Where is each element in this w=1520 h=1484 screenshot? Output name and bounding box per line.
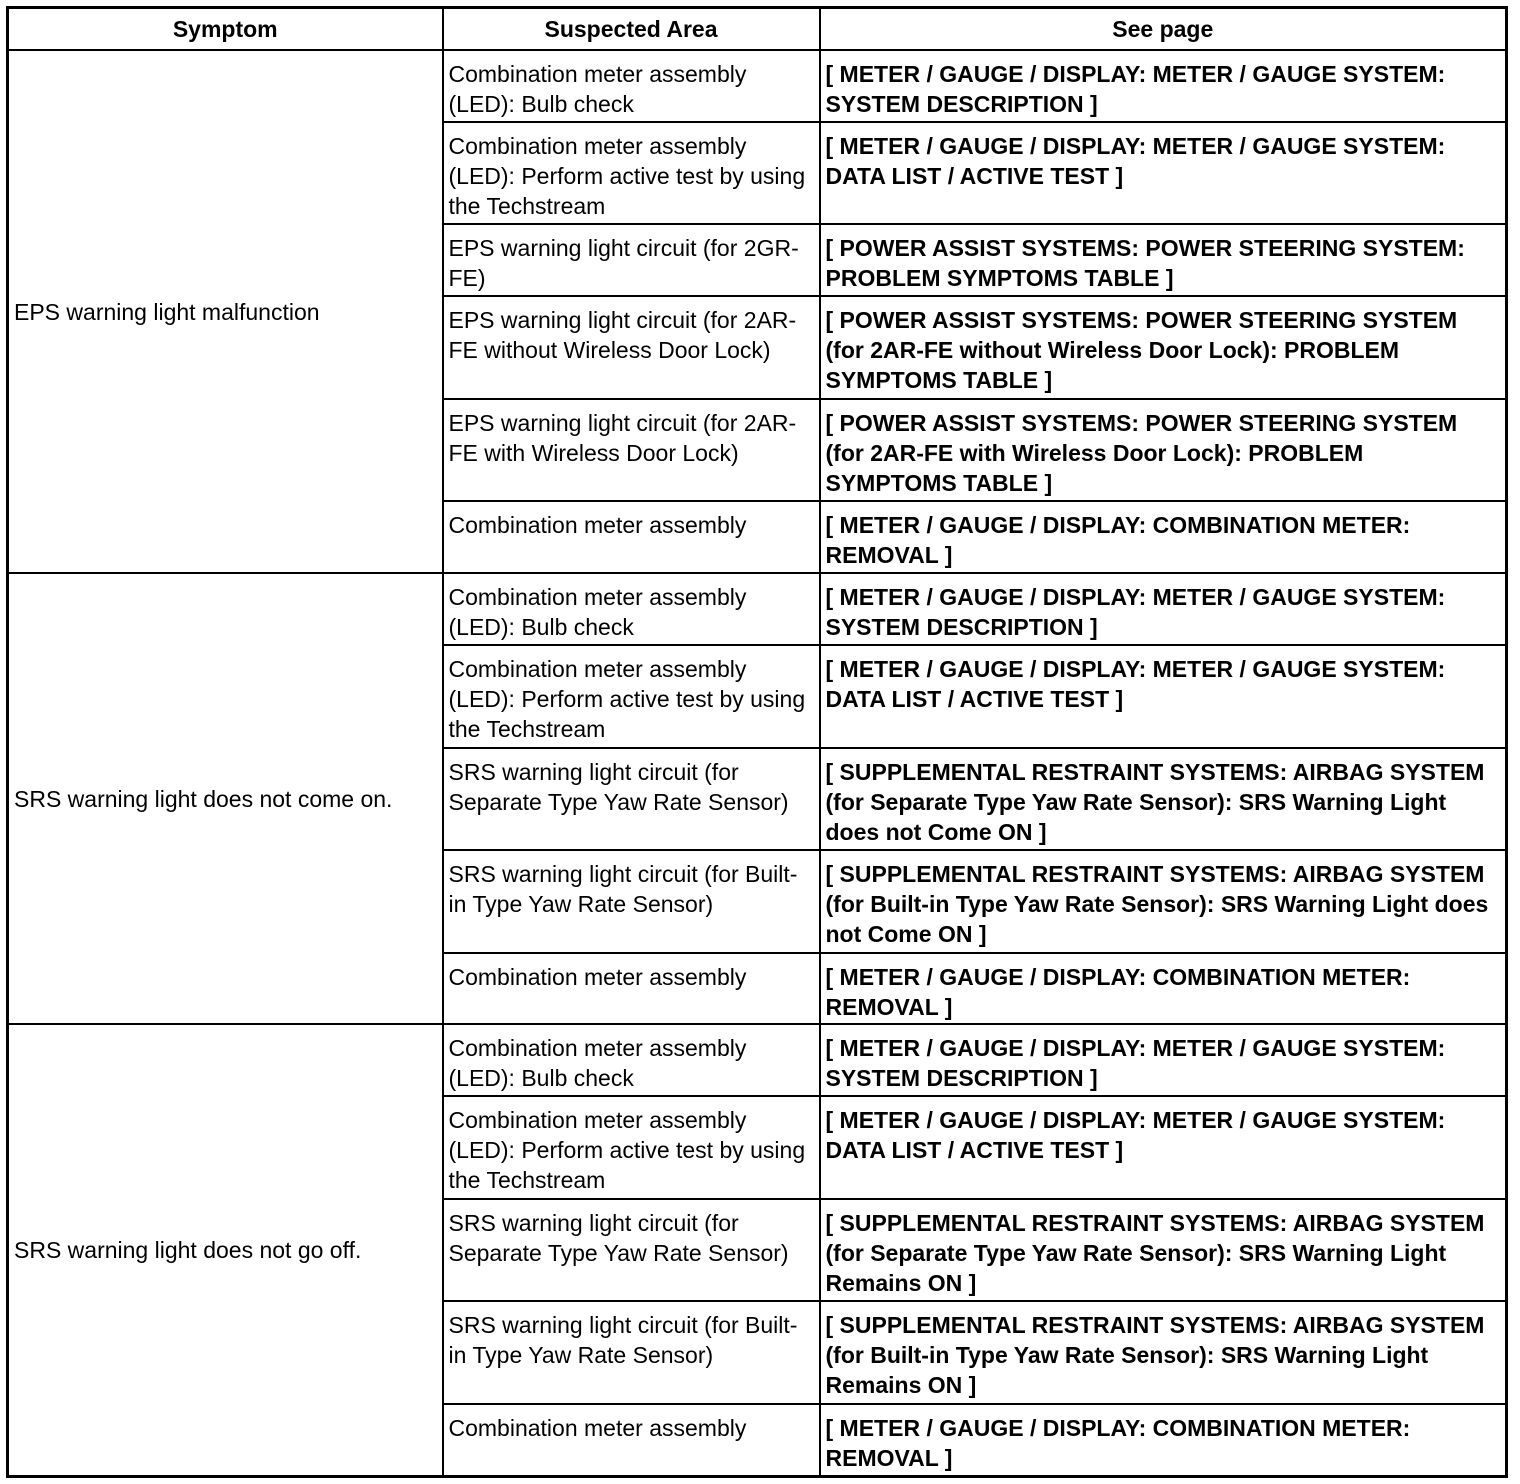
see-page-cell: [ SUPPLEMENTAL RESTRAINT SYSTEMS: AIRBAG SYSTEM (for Separate Type Yaw Rate Sensor): SRS Warning Light does not Come ON ]	[820, 748, 1507, 851]
header-row	[8, 8, 1507, 51]
see-page-cell: [ METER / GAUGE / DISPLAY: COMBINATION METER: REMOVAL ]	[820, 501, 1507, 573]
suspected-area-cell: SRS warning light circuit (for Separate Type Yaw Rate Sensor)	[443, 748, 820, 851]
table-row	[8, 50, 1507, 122]
header-suspected-area: Suspected Area	[443, 8, 820, 51]
see-page-cell: [ METER / GAUGE / DISPLAY: METER / GAUGE SYSTEM: SYSTEM DESCRIPTION ]	[820, 50, 1507, 122]
suspected-area-cell: Combination meter assembly	[443, 953, 820, 1025]
see-page-cell: [ METER / GAUGE / DISPLAY: METER / GAUGE SYSTEM: SYSTEM DESCRIPTION ]	[820, 573, 1507, 645]
see-page-cell: [ SUPPLEMENTAL RESTRAINT SYSTEMS: AIRBAG SYSTEM (for Built-in Type Yaw Rate Sensor): SRS Warning Light Remains ON ]	[820, 1301, 1507, 1404]
see-page-cell: [ POWER ASSIST SYSTEMS: POWER STEERING SYSTEM (for 2AR-FE with Wireless Door Lock): PROBLEM SYMPTOMS TABLE ]	[820, 399, 1507, 502]
suspected-area-cell: EPS warning light circuit (for 2AR-FE with Wireless Door Lock)	[443, 399, 820, 502]
suspected-area-cell: EPS warning light circuit (for 2AR-FE without Wireless Door Lock)	[443, 296, 820, 399]
suspected-area-cell: Combination meter assembly (LED): Perform active test by using the Techstream	[443, 1096, 820, 1199]
suspected-area-cell: Combination meter assembly	[443, 1404, 820, 1477]
suspected-area-cell: SRS warning light circuit (for Separate Type Yaw Rate Sensor)	[443, 1199, 820, 1302]
see-page-cell: [ POWER ASSIST SYSTEMS: POWER STEERING SYSTEM (for 2AR-FE without Wireless Door Lock): PROBLEM SYMPTOMS TABLE ]	[820, 296, 1507, 399]
header-symptom: Symptom	[8, 8, 443, 51]
problem-symptoms-table	[6, 6, 1508, 1478]
header-see-page: See page	[820, 8, 1507, 51]
see-page-cell: [ METER / GAUGE / DISPLAY: METER / GAUGE SYSTEM: DATA LIST / ACTIVE TEST ]	[820, 1096, 1507, 1199]
symptom-cell: SRS warning light does not go off.	[8, 1024, 443, 1476]
see-page-cell: [ METER / GAUGE / DISPLAY: COMBINATION METER: REMOVAL ]	[820, 1404, 1507, 1477]
table-row	[8, 1024, 1507, 1096]
suspected-area-cell: Combination meter assembly (LED): Bulb check	[443, 1024, 820, 1096]
suspected-area-cell: EPS warning light circuit (for 2GR-FE)	[443, 224, 820, 296]
see-page-cell: [ METER / GAUGE / DISPLAY: COMBINATION METER: REMOVAL ]	[820, 953, 1507, 1025]
see-page-cell: [ METER / GAUGE / DISPLAY: METER / GAUGE SYSTEM: DATA LIST / ACTIVE TEST ]	[820, 122, 1507, 225]
symptom-cell: SRS warning light does not come on.	[8, 573, 443, 1024]
symptom-cell: EPS warning light malfunction	[8, 50, 443, 573]
table-row	[8, 573, 1507, 645]
suspected-area-cell: Combination meter assembly (LED): Perform active test by using the Techstream	[443, 645, 820, 748]
see-page-cell: [ POWER ASSIST SYSTEMS: POWER STEERING SYSTEM: PROBLEM SYMPTOMS TABLE ]	[820, 224, 1507, 296]
suspected-area-cell: Combination meter assembly (LED): Bulb check	[443, 50, 820, 122]
suspected-area-cell: Combination meter assembly (LED): Bulb check	[443, 573, 820, 645]
suspected-area-cell: Combination meter assembly (LED): Perform active test by using the Techstream	[443, 122, 820, 225]
see-page-cell: [ METER / GAUGE / DISPLAY: METER / GAUGE SYSTEM: DATA LIST / ACTIVE TEST ]	[820, 645, 1507, 748]
see-page-cell: [ METER / GAUGE / DISPLAY: METER / GAUGE SYSTEM: SYSTEM DESCRIPTION ]	[820, 1024, 1507, 1096]
suspected-area-cell: Combination meter assembly	[443, 501, 820, 573]
suspected-area-cell: SRS warning light circuit (for Built-in Type Yaw Rate Sensor)	[443, 1301, 820, 1404]
see-page-cell: [ SUPPLEMENTAL RESTRAINT SYSTEMS: AIRBAG SYSTEM (for Separate Type Yaw Rate Sensor): SRS Warning Light Remains ON ]	[820, 1199, 1507, 1302]
suspected-area-cell: SRS warning light circuit (for Built-in Type Yaw Rate Sensor)	[443, 850, 820, 953]
see-page-cell: [ SUPPLEMENTAL RESTRAINT SYSTEMS: AIRBAG SYSTEM (for Built-in Type Yaw Rate Sensor): SRS Warning Light does not Come ON ]	[820, 850, 1507, 953]
